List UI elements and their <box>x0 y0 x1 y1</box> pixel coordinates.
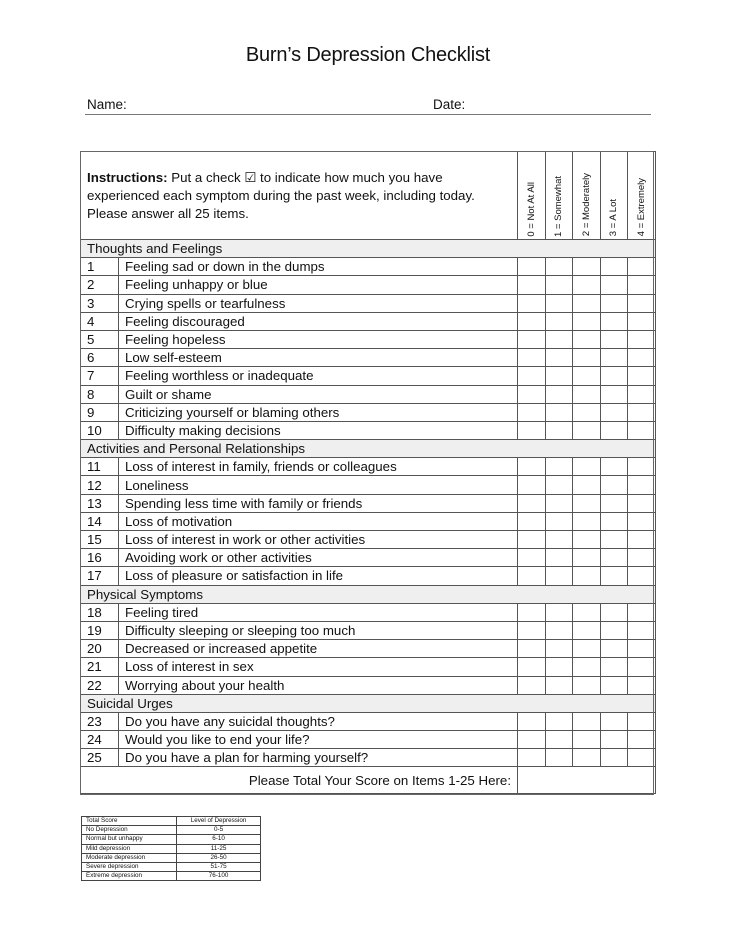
scale-label: 0 = Not At All <box>525 181 537 237</box>
key-level: Extreme depression <box>82 872 177 881</box>
score-checkbox-1[interactable] <box>545 531 573 549</box>
key-row <box>82 872 261 881</box>
instructions <box>81 152 518 240</box>
item-text: Criticizing yourself or blaming others <box>119 403 518 421</box>
item-number: 18 <box>81 603 119 621</box>
scale-4-header <box>628 152 656 240</box>
item-number: 14 <box>81 512 119 530</box>
key-header: Total Score <box>82 817 177 826</box>
score-checkbox-4[interactable] <box>628 330 656 348</box>
section-header <box>81 240 656 258</box>
score-checkbox-0[interactable] <box>518 312 546 330</box>
score-checkbox-4[interactable] <box>628 458 656 476</box>
score-checkbox-4[interactable] <box>628 603 656 621</box>
key-row <box>82 862 261 871</box>
checklist-item-row <box>81 385 656 403</box>
section-header <box>81 694 656 712</box>
score-checkbox-4[interactable] <box>628 549 656 567</box>
score-checkbox-3[interactable] <box>600 367 628 385</box>
score-checkbox-1[interactable] <box>545 367 573 385</box>
score-checkbox-0[interactable] <box>518 731 546 749</box>
item-text: Feeling discouraged <box>119 312 518 330</box>
score-checkbox-2[interactable] <box>573 549 601 567</box>
score-checkbox-1[interactable] <box>545 294 573 312</box>
score-checkbox-1[interactable] <box>545 603 573 621</box>
score-checkbox-4[interactable] <box>628 385 656 403</box>
score-checkbox-1[interactable] <box>545 330 573 348</box>
score-checkbox-0[interactable] <box>518 421 546 439</box>
item-text: Would you like to end your life? <box>119 731 518 749</box>
score-checkbox-1[interactable] <box>545 712 573 730</box>
checklist-item-row <box>81 312 656 330</box>
score-checkbox-4[interactable] <box>628 749 656 767</box>
score-checkbox-4[interactable] <box>628 512 656 530</box>
checklist-item-row <box>81 676 656 694</box>
score-checkbox-0[interactable] <box>518 676 546 694</box>
score-checkbox-2[interactable] <box>573 294 601 312</box>
scale-0-header <box>518 152 546 240</box>
item-text: Difficulty making decisions <box>119 421 518 439</box>
checklist-item-row <box>81 349 656 367</box>
score-checkbox-4[interactable] <box>628 531 656 549</box>
score-checkbox-2[interactable] <box>573 512 601 530</box>
item-number: 1 <box>81 258 119 276</box>
score-checkbox-0[interactable] <box>518 476 546 494</box>
checklist-item-row <box>81 640 656 658</box>
scale-2-header <box>573 152 601 240</box>
score-checkbox-0[interactable] <box>518 512 546 530</box>
score-checkbox-1[interactable] <box>545 658 573 676</box>
score-checkbox-2[interactable] <box>573 476 601 494</box>
key-range: 6-10 <box>177 835 261 844</box>
item-number: 8 <box>81 385 119 403</box>
checklist-item-row <box>81 749 656 767</box>
checklist-item-row <box>81 549 656 567</box>
score-checkbox-3[interactable] <box>600 549 628 567</box>
key-row <box>82 853 261 862</box>
section-title: Physical Symptoms <box>81 585 656 603</box>
total-row <box>81 767 656 794</box>
checklist-item-row <box>81 731 656 749</box>
score-checkbox-0[interactable] <box>518 330 546 348</box>
score-checkbox-3[interactable] <box>600 640 628 658</box>
item-number: 16 <box>81 549 119 567</box>
score-checkbox-0[interactable] <box>518 749 546 767</box>
score-checkbox-3[interactable] <box>600 621 628 639</box>
section-header <box>81 585 656 603</box>
key-row <box>82 844 261 853</box>
score-checkbox-1[interactable] <box>545 640 573 658</box>
score-checkbox-4[interactable] <box>628 403 656 421</box>
item-text: Loss of interest in sex <box>119 658 518 676</box>
score-checkbox-3[interactable] <box>600 676 628 694</box>
instructions-row <box>81 152 656 240</box>
score-checkbox-1[interactable] <box>545 403 573 421</box>
score-checkbox-0[interactable] <box>518 531 546 549</box>
page-title: Burn’s Depression Checklist <box>245 44 491 66</box>
key-header: Level of Depression <box>177 817 261 826</box>
key-range: 11-25 <box>177 844 261 853</box>
item-text: Difficulty sleeping or sleeping too much <box>119 621 518 639</box>
score-checkbox-3[interactable] <box>600 494 628 512</box>
score-checkbox-3[interactable] <box>600 476 628 494</box>
item-text: Feeling hopeless <box>119 330 518 348</box>
score-checkbox-1[interactable] <box>545 312 573 330</box>
scale-label: 4 = Extremely <box>635 178 647 237</box>
score-checkbox-0[interactable] <box>518 294 546 312</box>
key-level: Normal but unhappy <box>82 835 177 844</box>
key-level: No Depression <box>82 826 177 835</box>
item-text: Feeling sad or down in the dumps <box>119 258 518 276</box>
score-checkbox-3[interactable] <box>600 421 628 439</box>
item-text: Guilt or shame <box>119 385 518 403</box>
score-checkbox-2[interactable] <box>573 494 601 512</box>
score-checkbox-0[interactable] <box>518 403 546 421</box>
item-number: 15 <box>81 531 119 549</box>
instructions-label: Instructions: <box>87 169 168 185</box>
score-checkbox-2[interactable] <box>573 603 601 621</box>
score-checkbox-3[interactable] <box>600 512 628 530</box>
checklist-item-row <box>81 512 656 530</box>
score-checkbox-1[interactable] <box>545 276 573 294</box>
score-checkbox-2[interactable] <box>573 367 601 385</box>
item-number: 25 <box>81 749 119 767</box>
key-header-row <box>82 817 261 826</box>
key-range: 0-5 <box>177 826 261 835</box>
score-checkbox-1[interactable] <box>545 385 573 403</box>
item-number: 12 <box>81 476 119 494</box>
score-checkbox-1[interactable] <box>545 494 573 512</box>
score-checkbox-3[interactable] <box>600 403 628 421</box>
checklist-item-row <box>81 603 656 621</box>
score-checkbox-0[interactable] <box>518 640 546 658</box>
checklist-item-row <box>81 330 656 348</box>
checklist-item-row <box>81 258 656 276</box>
score-checkbox-2[interactable] <box>573 403 601 421</box>
score-checkbox-4[interactable] <box>628 421 656 439</box>
score-checkbox-2[interactable] <box>573 567 601 585</box>
score-checkbox-1[interactable] <box>545 421 573 439</box>
item-number: 6 <box>81 349 119 367</box>
checklist-item-row <box>81 367 656 385</box>
score-checkbox-3[interactable] <box>600 731 628 749</box>
item-number: 4 <box>81 312 119 330</box>
score-checkbox-3[interactable] <box>600 385 628 403</box>
scale-3-header <box>600 152 628 240</box>
checklist-item-row <box>81 421 656 439</box>
score-checkbox-0[interactable] <box>518 349 546 367</box>
score-key-table <box>81 816 261 881</box>
score-checkbox-0[interactable] <box>518 621 546 639</box>
key-row <box>82 835 261 844</box>
score-checkbox-4[interactable] <box>628 712 656 730</box>
score-checkbox-4[interactable] <box>628 640 656 658</box>
item-text: Decreased or increased appetite <box>119 640 518 658</box>
scale-label: 1 = Somewhat <box>553 175 565 237</box>
item-text: Do you have a plan for harming yourself? <box>119 749 518 767</box>
score-checkbox-1[interactable] <box>545 258 573 276</box>
score-checkbox-4[interactable] <box>628 658 656 676</box>
item-text: Crying spells or tearfulness <box>119 294 518 312</box>
score-checkbox-3[interactable] <box>600 749 628 767</box>
item-number: 11 <box>81 458 119 476</box>
score-checkbox-3[interactable] <box>600 458 628 476</box>
item-number: 22 <box>81 676 119 694</box>
key-level: Moderate depression <box>82 853 177 862</box>
checklist-item-row <box>81 621 656 639</box>
score-checkbox-3[interactable] <box>600 276 628 294</box>
score-checkbox-1[interactable] <box>545 458 573 476</box>
item-number: 23 <box>81 712 119 730</box>
item-number: 17 <box>81 567 119 585</box>
score-checkbox-4[interactable] <box>628 258 656 276</box>
instructions-text: Put a check ☑ to indicate how much you have experienced each symptom during the past week, including today. Please answer all 25 items. <box>87 169 475 221</box>
item-text: Do you have any suicidal thoughts? <box>119 712 518 730</box>
score-checkbox-1[interactable] <box>545 621 573 639</box>
score-checkbox-0[interactable] <box>518 276 546 294</box>
score-checkbox-0[interactable] <box>518 385 546 403</box>
score-checkbox-0[interactable] <box>518 549 546 567</box>
score-checkbox-0[interactable] <box>518 458 546 476</box>
score-checkbox-1[interactable] <box>545 676 573 694</box>
score-checkbox-4[interactable] <box>628 367 656 385</box>
score-checkbox-1[interactable] <box>545 731 573 749</box>
key-row <box>82 826 261 835</box>
score-checkbox-2[interactable] <box>573 349 601 367</box>
checklist-item-row <box>81 712 656 730</box>
key-range: 26-50 <box>177 853 261 862</box>
score-checkbox-1[interactable] <box>545 567 573 585</box>
date-label: Date: <box>433 97 466 112</box>
score-checkbox-1[interactable] <box>545 476 573 494</box>
score-checkbox-3[interactable] <box>600 312 628 330</box>
item-text: Loss of motivation <box>119 512 518 530</box>
checklist-item-row <box>81 294 656 312</box>
score-checkbox-3[interactable] <box>600 294 628 312</box>
item-text: Feeling unhappy or blue <box>119 276 518 294</box>
score-checkbox-4[interactable] <box>628 731 656 749</box>
score-checkbox-2[interactable] <box>573 621 601 639</box>
score-checkbox-4[interactable] <box>628 567 656 585</box>
scale-1-header <box>545 152 573 240</box>
item-number: 7 <box>81 367 119 385</box>
name-date-line[interactable] <box>85 96 651 115</box>
score-checkbox-3[interactable] <box>600 603 628 621</box>
key-range: 51-75 <box>177 862 261 871</box>
score-checkbox-0[interactable] <box>518 712 546 730</box>
item-text: Spending less time with family or friends <box>119 494 518 512</box>
score-checkbox-3[interactable] <box>600 349 628 367</box>
score-checkbox-3[interactable] <box>600 712 628 730</box>
checklist-item-row <box>81 403 656 421</box>
section-title: Thoughts and Feelings <box>81 240 656 258</box>
score-checkbox-0[interactable] <box>518 367 546 385</box>
item-text: Feeling worthless or inadequate <box>119 367 518 385</box>
score-checkbox-3[interactable] <box>600 531 628 549</box>
score-checkbox-2[interactable] <box>573 640 601 658</box>
score-checkbox-4[interactable] <box>628 494 656 512</box>
item-number: 13 <box>81 494 119 512</box>
score-checkbox-3[interactable] <box>600 658 628 676</box>
section-header <box>81 440 656 458</box>
scale-label: 2 = Moderately <box>580 173 592 237</box>
checklist-item-row <box>81 276 656 294</box>
item-text: Avoiding work or other activities <box>119 549 518 567</box>
item-text: Loneliness <box>119 476 518 494</box>
item-number: 9 <box>81 403 119 421</box>
score-checkbox-4[interactable] <box>628 621 656 639</box>
item-number: 3 <box>81 294 119 312</box>
score-checkbox-2[interactable] <box>573 749 601 767</box>
score-checkbox-3[interactable] <box>600 567 628 585</box>
score-checkbox-2[interactable] <box>573 385 601 403</box>
score-checkbox-2[interactable] <box>573 258 601 276</box>
score-checkbox-0[interactable] <box>518 658 546 676</box>
checklist-item-row <box>81 494 656 512</box>
checklist-table <box>80 151 656 794</box>
item-text: Loss of pleasure or satisfaction in life <box>119 567 518 585</box>
score-checkbox-0[interactable] <box>518 567 546 585</box>
checklist-item-row <box>81 531 656 549</box>
score-checkbox-4[interactable] <box>628 476 656 494</box>
item-number: 19 <box>81 621 119 639</box>
score-checkbox-2[interactable] <box>573 658 601 676</box>
section-title: Activities and Personal Relationships <box>81 440 656 458</box>
section-title: Suicidal Urges <box>81 694 656 712</box>
scale-label: 3 = A Lot <box>608 199 620 237</box>
score-checkbox-0[interactable] <box>518 494 546 512</box>
score-checkbox-3[interactable] <box>600 330 628 348</box>
score-checkbox-2[interactable] <box>573 312 601 330</box>
key-level: Severe depression <box>82 862 177 871</box>
score-checkbox-4[interactable] <box>628 676 656 694</box>
score-checkbox-1[interactable] <box>545 749 573 767</box>
score-checkbox-4[interactable] <box>628 312 656 330</box>
score-checkbox-1[interactable] <box>545 349 573 367</box>
item-number: 20 <box>81 640 119 658</box>
checklist-item-row <box>81 567 656 585</box>
key-level: Mild depression <box>82 844 177 853</box>
key-range: 76-100 <box>177 872 261 881</box>
item-number: 2 <box>81 276 119 294</box>
score-checkbox-2[interactable] <box>573 458 601 476</box>
score-checkbox-4[interactable] <box>628 294 656 312</box>
score-checkbox-2[interactable] <box>573 330 601 348</box>
score-checkbox-1[interactable] <box>545 549 573 567</box>
checklist-item-row <box>81 458 656 476</box>
score-checkbox-1[interactable] <box>545 512 573 530</box>
item-text: Loss of interest in family, friends or colleagues <box>119 458 518 476</box>
item-text: Feeling tired <box>119 603 518 621</box>
score-checkbox-3[interactable] <box>600 258 628 276</box>
score-checkbox-2[interactable] <box>573 531 601 549</box>
checklist-item-row <box>81 658 656 676</box>
score-checkbox-4[interactable] <box>628 276 656 294</box>
name-label: Name: <box>87 97 127 112</box>
total-label: Please Total Your Score on Items 1-25 Here: <box>81 767 518 794</box>
item-text: Low self-esteem <box>119 349 518 367</box>
score-checkbox-2[interactable] <box>573 421 601 439</box>
item-number: 10 <box>81 421 119 439</box>
score-checkbox-0[interactable] <box>518 258 546 276</box>
score-checkbox-2[interactable] <box>573 276 601 294</box>
item-number: 21 <box>81 658 119 676</box>
item-number: 5 <box>81 330 119 348</box>
score-checkbox-2[interactable] <box>573 712 601 730</box>
score-checkbox-0[interactable] <box>518 603 546 621</box>
checklist-item-row <box>81 476 656 494</box>
score-checkbox-2[interactable] <box>573 731 601 749</box>
item-number: 24 <box>81 731 119 749</box>
item-text: Loss of interest in work or other activities <box>119 531 518 549</box>
total-score-field[interactable] <box>518 767 656 794</box>
item-text: Worrying about your health <box>119 676 518 694</box>
score-checkbox-4[interactable] <box>628 349 656 367</box>
score-checkbox-2[interactable] <box>573 676 601 694</box>
